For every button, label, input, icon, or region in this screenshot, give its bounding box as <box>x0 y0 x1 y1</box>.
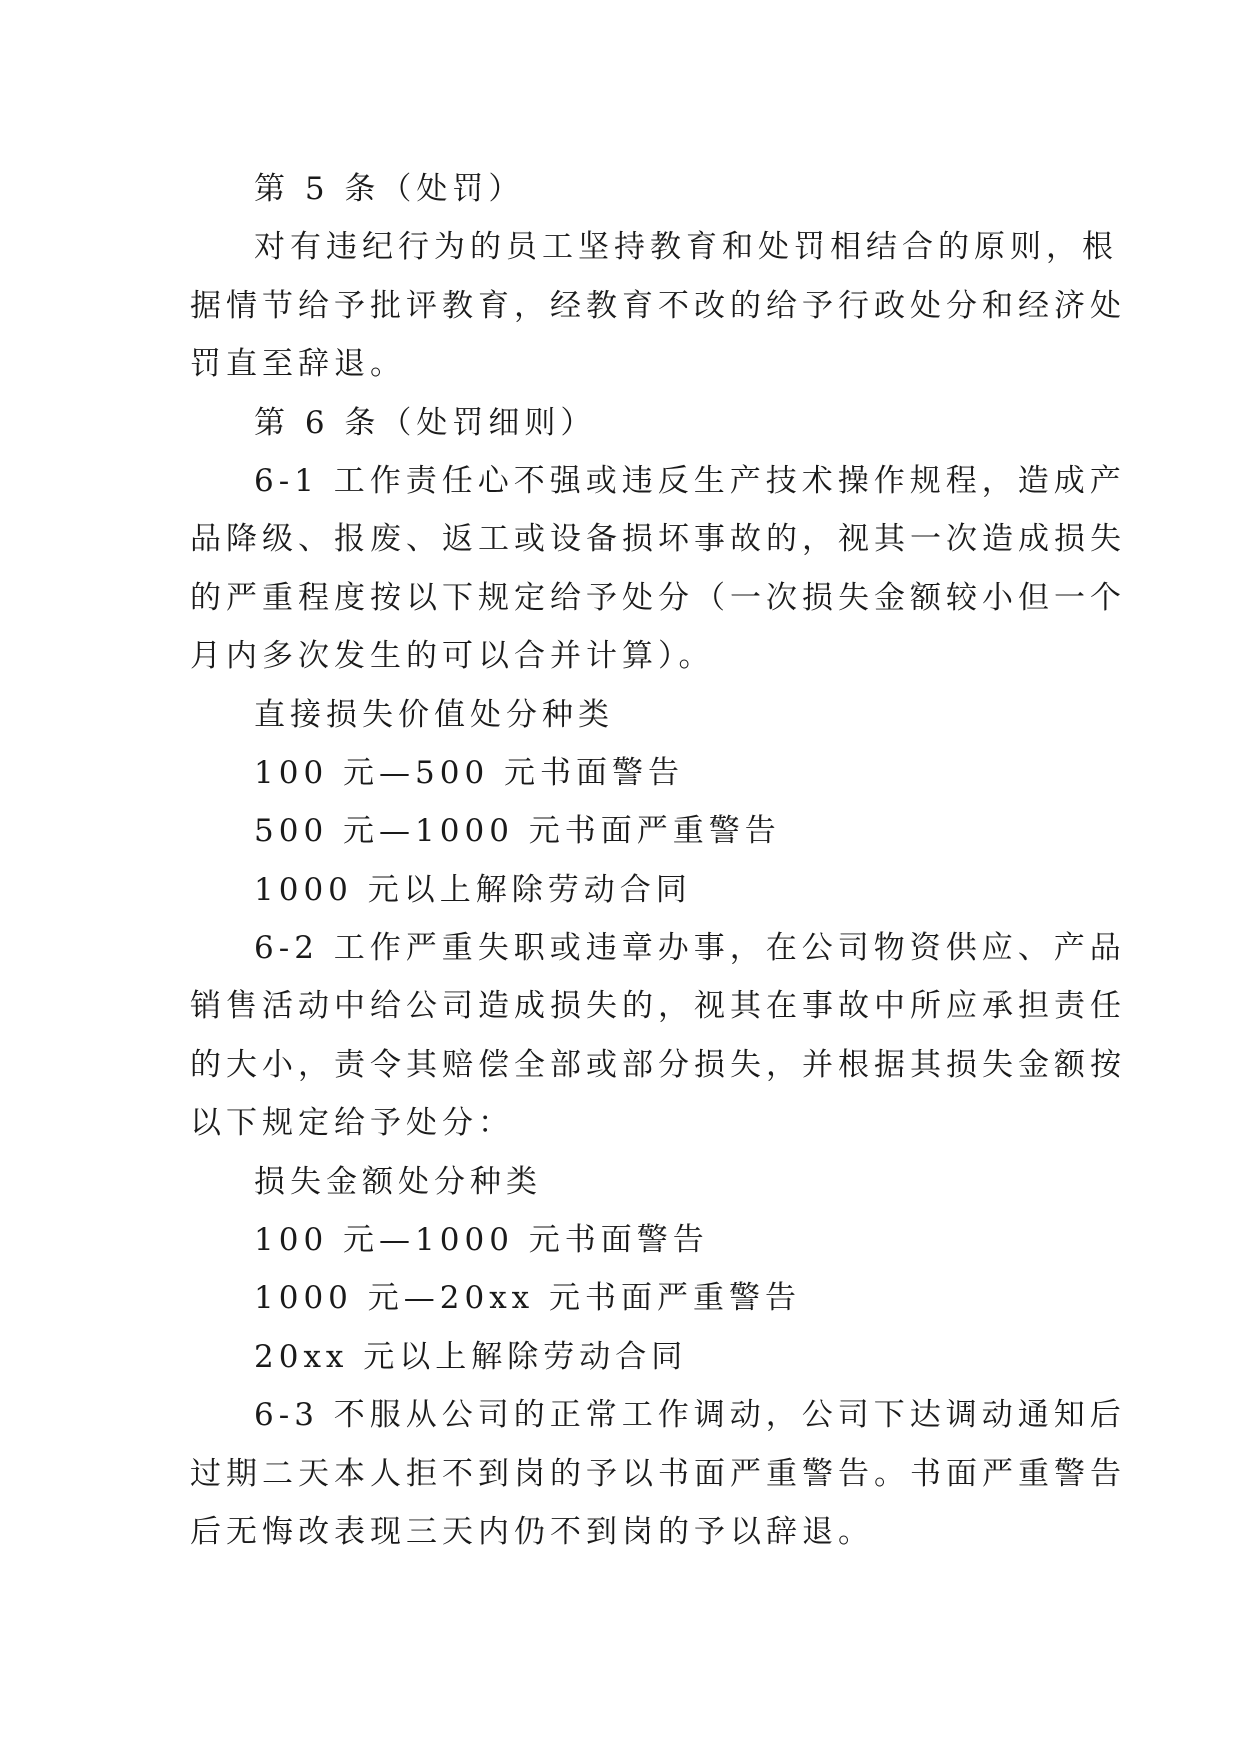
clause-6-2-line: 的大小，责令其赔偿全部或部分损失，并根据其损失金额按 <box>190 1046 1126 1083</box>
penalty-row: 500 元—1000 元书面严重警告 <box>254 813 781 850</box>
article-6-heading: 第 6 条（处罚细则） <box>254 404 597 441</box>
document-body <box>190 160 1126 1561</box>
penalty-row: 100 元—500 元书面警告 <box>254 754 685 791</box>
clause-6-3-line: 过期二天本人拒不到岗的予以书面严重警告。书面严重警告 <box>190 1455 1126 1492</box>
clause-6-1-line: 品降级、报废、返工或设备损坏事故的，视其一次造成损失 <box>190 521 1126 558</box>
penalty-row: 1000 元以上解除劳动合同 <box>254 871 692 908</box>
article-5-heading: 第 5 条（处罚） <box>254 171 525 207</box>
clause-6-1-line: 月内多次发生的可以合并计算）。 <box>190 638 715 675</box>
clause-6-1-line: 6-1 工作责任心不强或违反生产技术操作规程，造成产 <box>254 462 1126 499</box>
clause-6-2-line: 销售活动中给公司造成损失的，视其在事故中所应承担责任 <box>190 988 1126 1025</box>
penalty-table-header: 损失金额处分种类 <box>254 1163 542 1200</box>
paragraph-line: 罚直至辞退。 <box>190 346 406 383</box>
clause-6-1-line: 的严重程度按以下规定给予处分（一次损失金额较小但一个 <box>190 579 1126 616</box>
clause-6-3-line: 6-3 不服从公司的正常工作调动，公司下达调动通知后 <box>254 1397 1126 1434</box>
paragraph-line: 对有违纪行为的员工坚持教育和处罚相结合的原则，根 <box>254 229 1118 266</box>
penalty-table-header: 直接损失价值处分种类 <box>254 696 614 733</box>
clause-6-2-line: 6-2 工作严重失职或违章办事，在公司物资供应、产品 <box>254 930 1126 967</box>
clause-6-2-line: 以下规定给予处分： <box>190 1105 514 1142</box>
clause-6-3-line: 后无悔改表现三天内仍不到岗的予以辞退。 <box>190 1513 874 1550</box>
penalty-row: 100 元—1000 元书面警告 <box>254 1222 709 1259</box>
penalty-row: 20xx 元以上解除劳动合同 <box>254 1338 688 1375</box>
paragraph-line: 据情节给予批评教育，经教育不改的给予行政处分和经济处 <box>190 287 1126 324</box>
penalty-row: 1000 元—20xx 元书面严重警告 <box>254 1280 802 1317</box>
